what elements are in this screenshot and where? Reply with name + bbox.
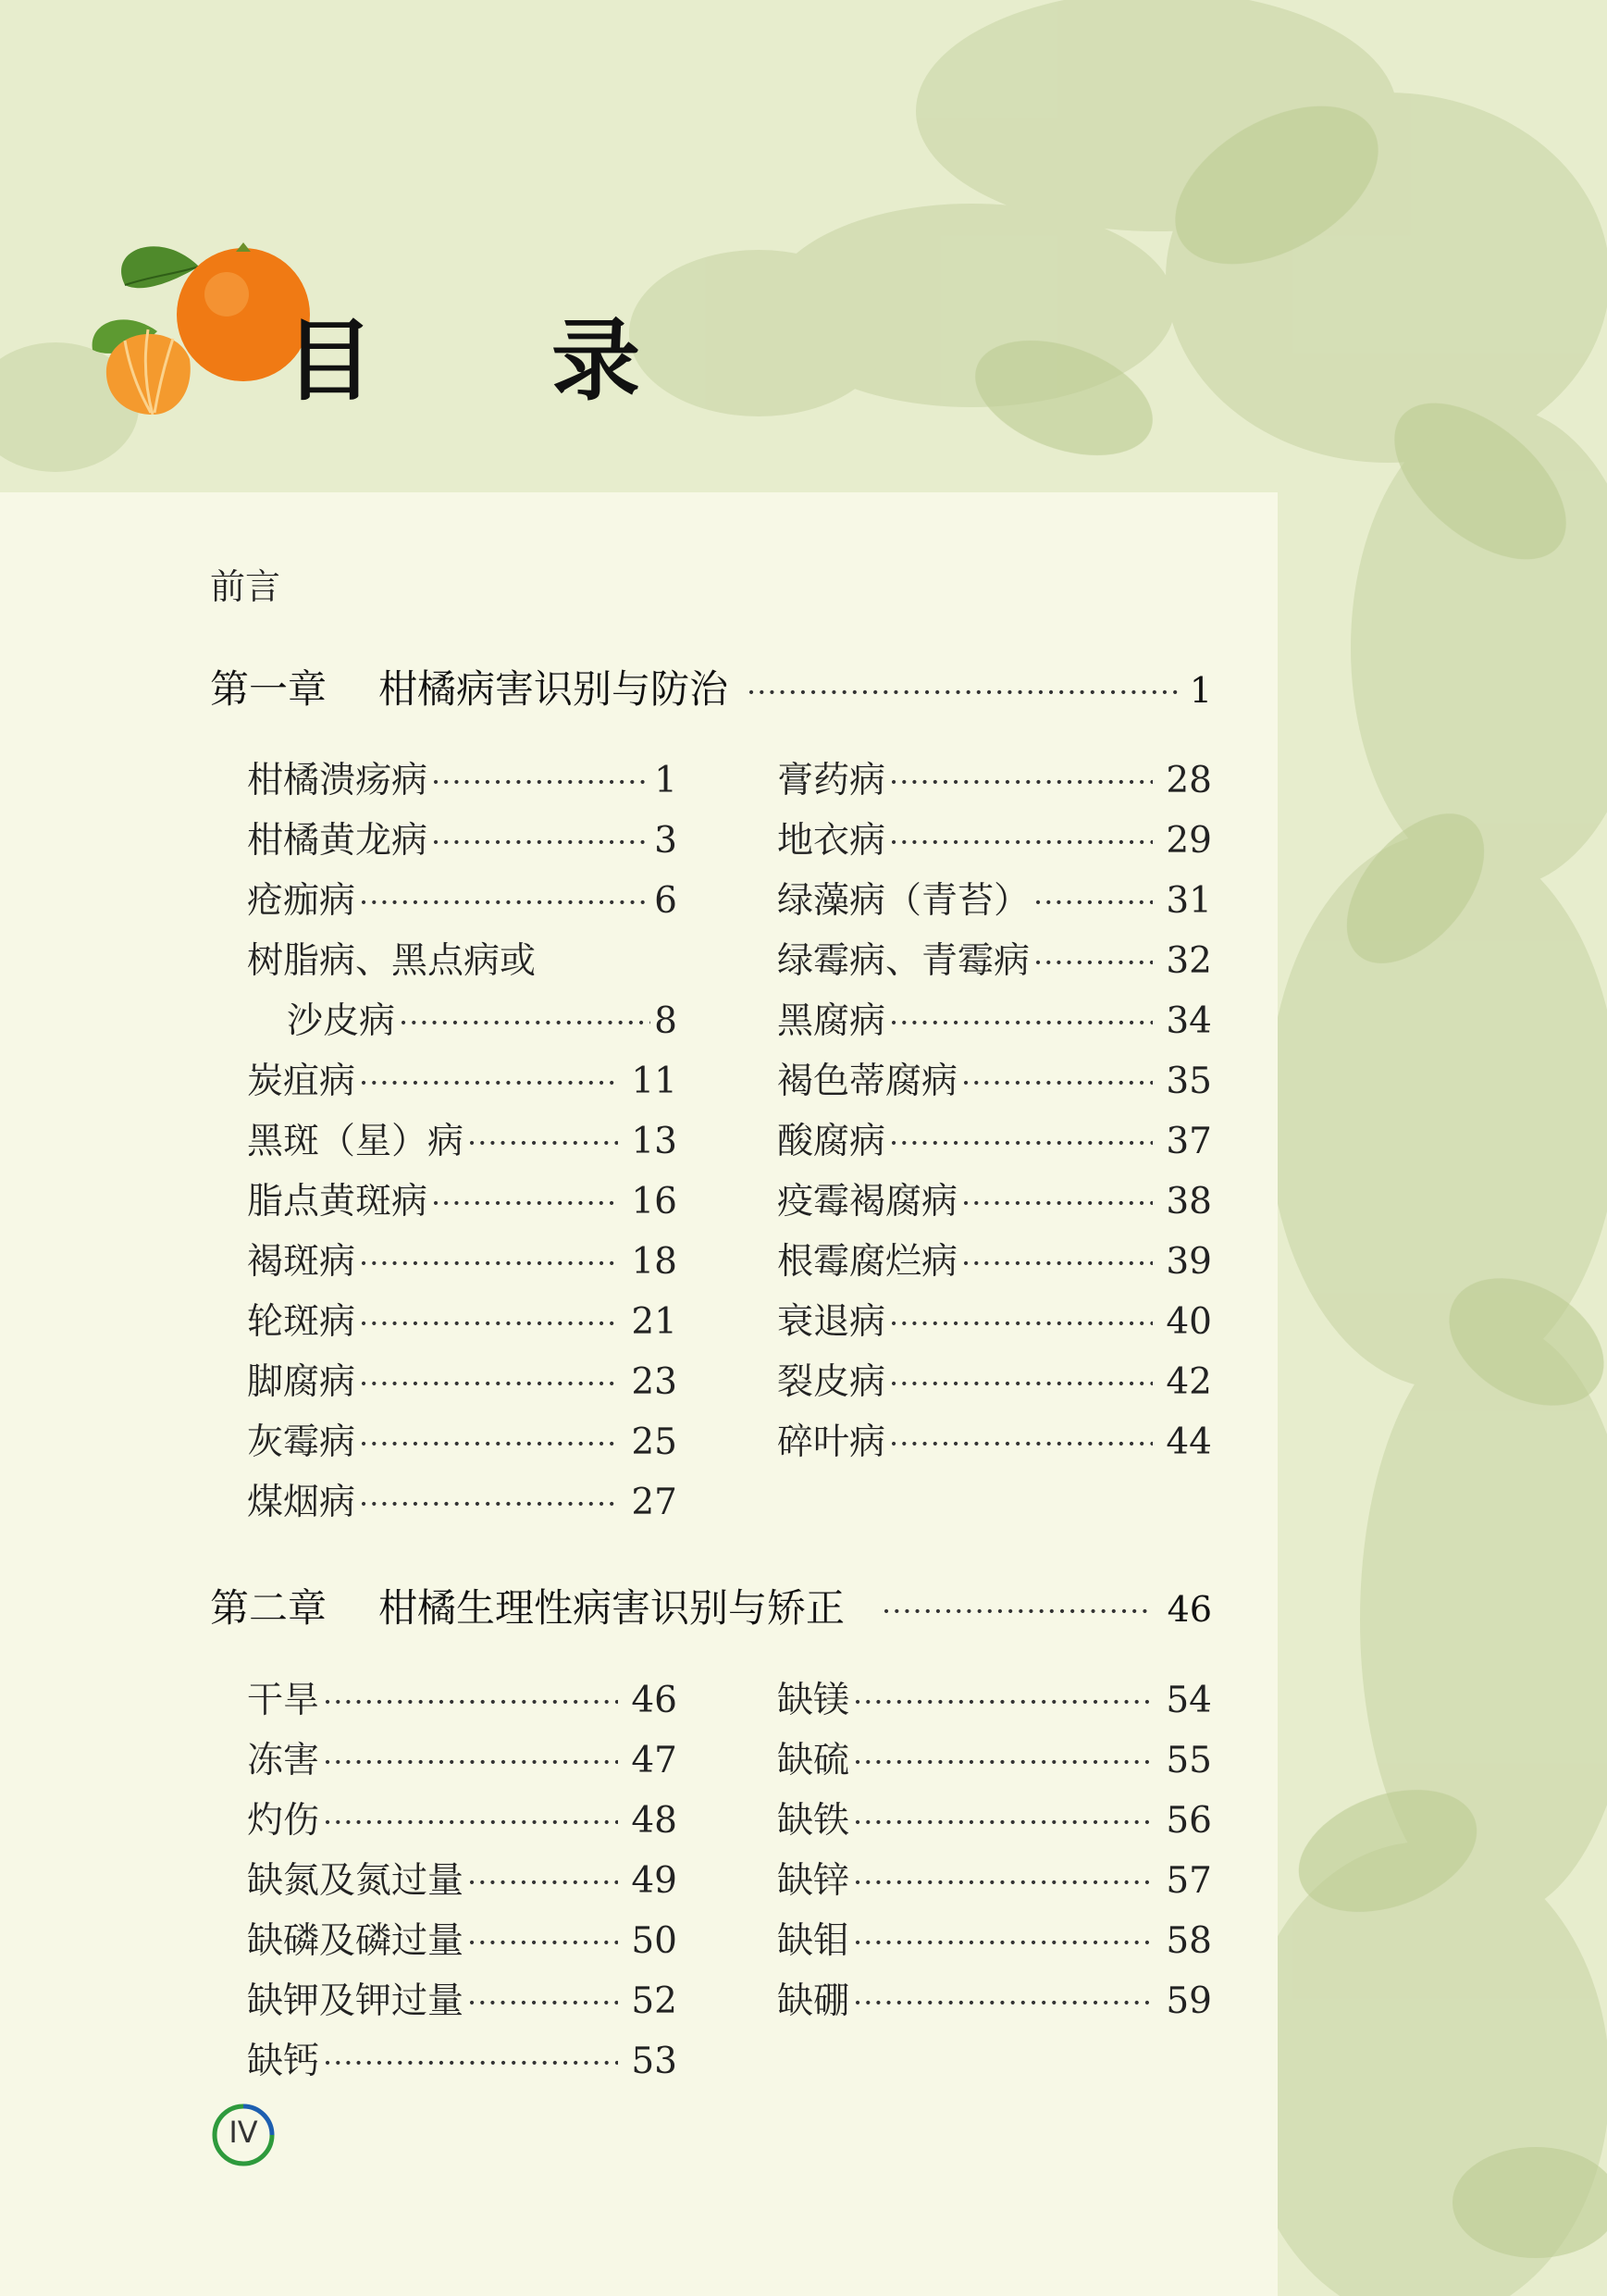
dot-leader [323, 2039, 618, 2087]
entry-label: 褐斑病 [247, 1241, 356, 1283]
dot-leader [889, 758, 1153, 806]
entry-label: 黑腐病 [777, 1000, 886, 1042]
toc-entry[interactable] [247, 1677, 677, 1725]
entry-page: 28 [1166, 760, 1212, 801]
entry-page: 57 [1166, 1860, 1212, 1902]
entry-page: 38 [1166, 1181, 1212, 1222]
chapter-1-heading[interactable] [210, 659, 1212, 714]
entry-page: 49 [631, 1860, 677, 1902]
entry-label: 裂皮病 [777, 1361, 886, 1403]
toc-entry[interactable] [777, 877, 1212, 925]
entry-page: 34 [1166, 1000, 1212, 1042]
chapter-1-number: 第一章 [210, 666, 328, 712]
page-number: IV [229, 2115, 258, 2150]
toc-entry[interactable] [247, 1479, 677, 1527]
entry-page: 59 [1166, 1980, 1212, 2022]
dot-leader [323, 1738, 618, 1786]
entry-page: 29 [1166, 820, 1212, 862]
dot-leader [359, 1359, 618, 1408]
toc-entry[interactable] [247, 757, 677, 805]
entry-page: 46 [631, 1680, 677, 1721]
dot-leader [359, 1239, 618, 1287]
dot-leader [359, 878, 650, 926]
entry-page: 6 [654, 880, 677, 922]
toc-entry[interactable] [247, 817, 677, 865]
toc-entry[interactable] [247, 1238, 677, 1286]
dot-leader [431, 1179, 618, 1227]
entry-label: 缺氮及氮过量 [247, 1860, 464, 1902]
entry-label: 酸腐病 [777, 1121, 886, 1162]
entry-page: 53 [631, 2041, 677, 2082]
entry-label: 灼伤 [247, 1800, 320, 1842]
entry-label: 缺镁 [777, 1680, 850, 1721]
entry-label: 碎叶病 [777, 1421, 886, 1463]
toc-entry[interactable] [247, 1178, 677, 1226]
dot-leader [889, 1359, 1153, 1408]
entry-label: 柑橘黄龙病 [247, 820, 428, 862]
toc-entry[interactable] [777, 1298, 1212, 1347]
toc-entry[interactable] [247, 877, 677, 925]
toc-entry[interactable] [777, 1238, 1212, 1286]
entry-label: 柑橘溃疡病 [247, 760, 428, 801]
dot-leader [853, 1979, 1153, 2027]
dot-leader [1033, 938, 1153, 987]
dot-leader [467, 1918, 618, 1967]
dot-leader [467, 1119, 618, 1167]
chapter-2-heading[interactable] [210, 1578, 1212, 1633]
entry-page: 39 [1166, 1241, 1212, 1283]
dot-leader [359, 1059, 618, 1107]
toc-entry[interactable] [777, 998, 1212, 1046]
entry-page: 56 [1166, 1800, 1212, 1842]
entry-page: 40 [1166, 1301, 1212, 1343]
entry-label: 绿霉病、青霉病 [777, 940, 1031, 982]
entry-page: 8 [654, 1000, 677, 1042]
entry-label: 缺钾及钾过量 [247, 1980, 464, 2022]
dot-leader [961, 1059, 1153, 1107]
entry-label: 地衣病 [777, 820, 886, 862]
entry-page: 58 [1166, 1920, 1212, 1962]
toc-entry[interactable] [247, 937, 677, 986]
toc-entry[interactable] [777, 1978, 1212, 2026]
dot-leader [889, 818, 1153, 866]
toc-entry[interactable] [777, 1737, 1212, 1785]
entry-page: 48 [631, 1800, 677, 1842]
entry-page: 25 [631, 1421, 677, 1463]
entry-page: 42 [1166, 1361, 1212, 1403]
dot-leader [853, 1738, 1153, 1786]
entry-page: 11 [631, 1061, 677, 1102]
entry-label: 绿藻病（青苔） [777, 880, 1031, 922]
entry-page: 27 [631, 1482, 677, 1523]
entry-page: 55 [1166, 1740, 1212, 1781]
toc-entry[interactable] [777, 1118, 1212, 1166]
dot-leader [431, 818, 650, 866]
entry-page: 16 [631, 1181, 677, 1222]
entry-label: 沙皮病 [287, 1000, 396, 1042]
entry-label: 黑斑（星）病 [247, 1121, 464, 1162]
entry-page: 50 [631, 1920, 677, 1962]
entry-label: 脚腐病 [247, 1361, 356, 1403]
entry-page: 32 [1166, 940, 1212, 982]
dot-leader [323, 1798, 618, 1846]
entry-page: 44 [1166, 1421, 1212, 1463]
dot-leader [889, 1299, 1153, 1347]
toc-entry[interactable] [777, 1857, 1212, 1905]
entry-label: 缺钼 [777, 1920, 850, 1962]
tangerine-illustration [88, 230, 310, 433]
toc-entry[interactable] [247, 1058, 677, 1106]
toc-entry[interactable] [247, 1857, 677, 1905]
entry-label: 灰霉病 [247, 1421, 356, 1463]
entry-label: 衰退病 [777, 1301, 886, 1343]
entry-label: 煤烟病 [247, 1482, 356, 1523]
toc-entry[interactable] [777, 1359, 1212, 1407]
dot-leader [889, 1420, 1153, 1468]
entry-label: 缺铁 [777, 1800, 850, 1842]
toc-entry[interactable] [777, 1178, 1212, 1226]
entry-label: 疫霉褐腐病 [777, 1181, 958, 1222]
toc-entry[interactable] [247, 1797, 677, 1845]
entry-label: 冻害 [247, 1740, 320, 1781]
entry-label: 根霉腐烂病 [777, 1241, 958, 1283]
entry-label: 脂点黄斑病 [247, 1181, 428, 1222]
entry-page: 47 [631, 1740, 677, 1781]
entry-page: 3 [654, 820, 677, 862]
entry-label: 轮斑病 [247, 1301, 356, 1343]
dot-leader [359, 1299, 618, 1347]
dot-leader [961, 1239, 1153, 1287]
entry-label: 缺硼 [777, 1980, 850, 2022]
entry-label: 炭疽病 [247, 1061, 356, 1102]
dot-leader [359, 1480, 618, 1528]
dot-leader [961, 1179, 1153, 1227]
entry-label: 缺钙 [247, 2041, 320, 2082]
toc-entry[interactable] [247, 1359, 677, 1407]
entry-page: 52 [631, 1980, 677, 2022]
preface-entry[interactable]: 前言 [210, 566, 281, 607]
toc-entry[interactable] [247, 2038, 677, 2086]
dot-leader [889, 999, 1153, 1047]
entry-label: 缺锌 [777, 1860, 850, 1902]
dot-leader [853, 1918, 1153, 1967]
toc-entry[interactable] [777, 757, 1212, 805]
chapter-1-leader [747, 675, 1182, 710]
dot-leader [853, 1678, 1153, 1726]
toc-entry[interactable] [247, 1298, 677, 1347]
chapter-2-page: 46 [1167, 1589, 1212, 1630]
entry-label: 干旱 [247, 1680, 320, 1721]
page-title: 目 录 [285, 309, 640, 413]
entry-page: 37 [1166, 1121, 1212, 1162]
entry-page: 54 [1166, 1680, 1212, 1721]
toc-entry[interactable] [287, 998, 677, 1046]
toc-entry[interactable] [247, 1978, 677, 2026]
entry-page: 35 [1166, 1061, 1212, 1102]
entry-page: 31 [1166, 880, 1212, 922]
toc-entry[interactable] [777, 1058, 1212, 1106]
entry-page: 13 [631, 1121, 677, 1162]
entry-label: 褐色蒂腐病 [777, 1061, 958, 1102]
toc-entry[interactable] [777, 1419, 1212, 1467]
entry-page: 23 [631, 1361, 677, 1403]
dot-leader [323, 1678, 618, 1726]
dot-leader [889, 1119, 1153, 1167]
toc-entry[interactable] [247, 1917, 677, 1966]
entry-label: 缺磷及磷过量 [247, 1920, 464, 1962]
dot-leader [359, 1420, 618, 1468]
dot-leader [431, 758, 650, 806]
dot-leader [1033, 878, 1153, 926]
dot-leader [853, 1858, 1153, 1906]
toc-entry[interactable] [247, 1118, 677, 1166]
entry-page: 21 [631, 1301, 677, 1343]
toc-entry[interactable] [777, 817, 1212, 865]
entry-label: 树脂病、黑点病或 [247, 940, 537, 982]
toc-entry[interactable] [777, 1797, 1212, 1845]
chapter-2-leader [882, 1594, 1149, 1629]
toc-entry[interactable] [777, 937, 1212, 986]
chapter-2-title: 柑橘生理性病害识别与矫正 [378, 1585, 846, 1631]
entry-label: 缺硫 [777, 1740, 850, 1781]
dot-leader [853, 1798, 1153, 1846]
dot-leader [467, 1979, 618, 2027]
entry-label: 膏药病 [777, 760, 886, 801]
entry-page: 18 [631, 1241, 677, 1283]
chapter-1-title: 柑橘病害识别与防治 [378, 666, 729, 712]
entry-page: 1 [654, 760, 677, 801]
dot-leader [467, 1858, 618, 1906]
toc-entry[interactable] [247, 1419, 677, 1467]
chapter-1-page: 1 [1189, 670, 1212, 711]
entry-label: 疮痂病 [247, 880, 356, 922]
toc-entry[interactable] [247, 1737, 677, 1785]
chapter-2-number: 第二章 [210, 1585, 328, 1631]
toc-entry[interactable] [777, 1677, 1212, 1725]
toc-entry[interactable] [777, 1917, 1212, 1966]
dot-leader [399, 999, 650, 1047]
